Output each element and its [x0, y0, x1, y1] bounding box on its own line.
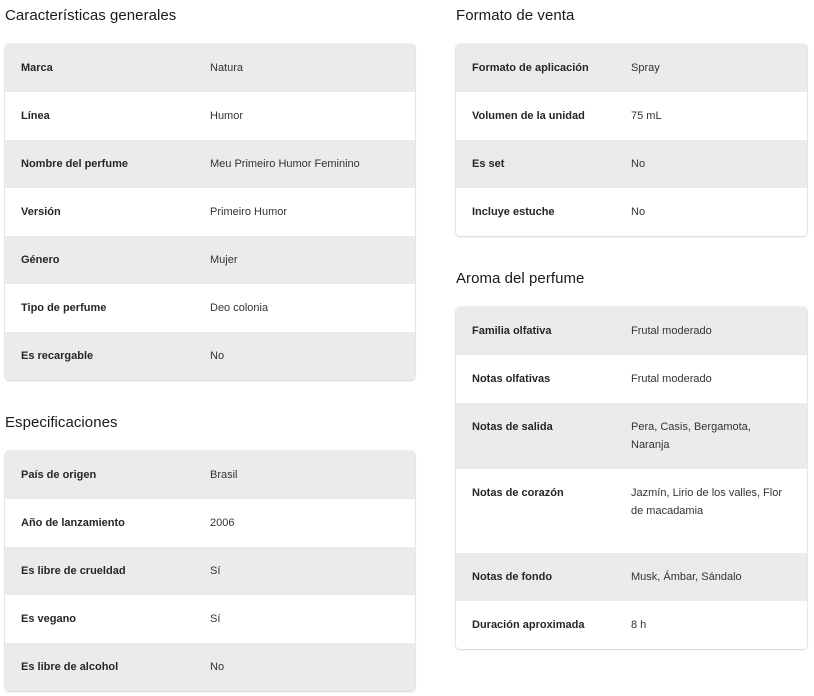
spec-label: Es recargable [21, 350, 94, 362]
spec-label: Tipo de perfume [21, 302, 107, 314]
table-row [456, 92, 807, 140]
table-row [5, 451, 415, 499]
spec-label: Marca [21, 62, 53, 74]
spec-value: No [210, 350, 225, 362]
spec-table [5, 44, 415, 380]
spec-label: Notas de salida [472, 421, 553, 433]
table-row [5, 499, 415, 547]
table-row [456, 403, 807, 469]
spec-value: Sí [210, 613, 221, 625]
section-caracteristicas-generales [5, 7, 415, 362]
spec-value: Natura [210, 62, 244, 74]
section-title: Formato de venta [456, 7, 575, 24]
spec-value: Brasil [210, 469, 238, 481]
spec-label: Nombre del perfume [21, 158, 128, 170]
spec-table [456, 307, 807, 649]
spec-table [456, 44, 807, 236]
table-row [456, 553, 807, 601]
spec-label: Duración aproximada [472, 619, 585, 631]
spec-label: Es libre de alcohol [21, 661, 119, 673]
table-row [5, 284, 415, 332]
spec-label: Es set [472, 158, 505, 170]
spec-label: Es libre de crueldad [21, 565, 126, 577]
spec-value: 8 h [631, 619, 647, 631]
spec-label: Formato de aplicación [472, 62, 589, 74]
section-formato-de-venta [456, 7, 807, 218]
spec-value: Sí [210, 565, 221, 577]
spec-label: Notas olfativas [472, 373, 551, 385]
spec-value: Mujer [210, 254, 238, 266]
section-especificaciones [5, 414, 415, 673]
spec-value: Meu Primeiro Humor Feminino [210, 158, 360, 170]
table-row [456, 140, 807, 188]
table-row [5, 236, 415, 284]
spec-label: Es vegano [21, 613, 77, 625]
table-row [5, 595, 415, 643]
spec-value: Spray [631, 62, 660, 74]
spec-value: No [631, 206, 646, 218]
section-title: Aroma del perfume [456, 270, 585, 287]
spec-label: Línea [21, 110, 50, 122]
spec-value: Deo colonia [210, 302, 269, 314]
spec-value: No [210, 661, 225, 673]
spec-label: Género [21, 254, 60, 266]
spec-label: Versión [21, 206, 61, 218]
table-row [5, 332, 415, 380]
spec-label: País de origen [21, 469, 97, 481]
section-aroma-del-perfume [456, 270, 807, 631]
spec-label: Volumen de la unidad [472, 110, 585, 122]
spec-value: Pera, Casis, Bergamota, Naranja [631, 421, 751, 451]
spec-value: 2006 [210, 517, 235, 529]
table-row [456, 469, 807, 553]
section-title: Especificaciones [5, 414, 118, 431]
table-row [5, 643, 415, 691]
spec-label: Notas de fondo [472, 571, 553, 583]
table-row [5, 140, 415, 188]
spec-label: Notas de corazón [472, 487, 564, 499]
spec-table [5, 451, 415, 691]
table-row [456, 307, 807, 355]
spec-value: Jazmín, Lirio de los valles, Flor de macadamia [631, 487, 782, 517]
table-row [456, 601, 807, 649]
table-row [5, 92, 415, 140]
table-row [456, 44, 807, 92]
spec-label: Año de lanzamiento [21, 517, 125, 529]
table-row [456, 188, 807, 236]
spec-value: No [631, 158, 646, 170]
table-row [5, 547, 415, 595]
section-title: Características generales [5, 7, 177, 24]
spec-value: Primeiro Humor [210, 206, 288, 218]
spec-value: 75 mL [631, 110, 662, 122]
spec-value: Musk, Ámbar, Sándalo [631, 571, 742, 583]
table-row [456, 355, 807, 403]
table-row [5, 44, 415, 92]
spec-label: Familia olfativa [472, 325, 552, 337]
spec-value: Frutal moderado [631, 373, 712, 385]
spec-label: Incluye estuche [472, 206, 555, 218]
table-row [5, 188, 415, 236]
spec-value: Frutal moderado [631, 325, 712, 337]
spec-value: Humor [210, 110, 244, 122]
